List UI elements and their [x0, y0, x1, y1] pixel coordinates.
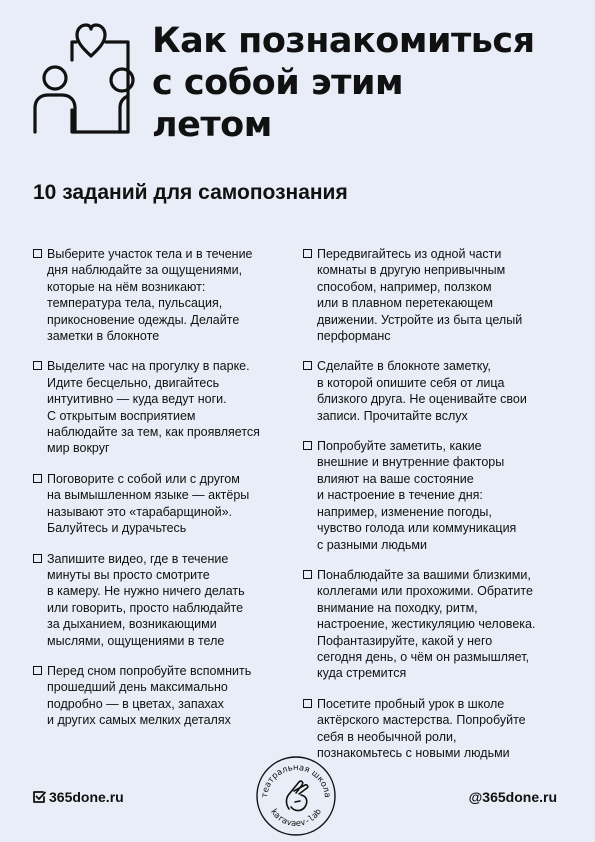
task-text-line: коллегами или прохожими. Обратите	[317, 584, 533, 599]
task-item[interactable]	[33, 551, 283, 649]
task-checkbox[interactable]	[33, 249, 42, 258]
task-text-line: прикосновение одежды. Делайте	[47, 312, 240, 327]
task-item[interactable]	[303, 567, 565, 682]
task-text-line: мир вокруг	[47, 441, 110, 456]
task-text	[317, 358, 565, 424]
task-checkbox[interactable]	[303, 570, 312, 579]
task-text	[317, 696, 565, 762]
task-text-line: и других самых мелких деталях	[47, 713, 231, 728]
task-text-line: с разными людьми	[317, 537, 427, 552]
task-text-line: Перед сном попробуйте вспомнить	[47, 663, 252, 678]
task-text-line: Сделайте в блокноте заметку,	[317, 359, 491, 374]
task-item[interactable]	[33, 358, 283, 456]
task-text	[47, 471, 283, 537]
task-text-line: настроение, жестикуляцию человека.	[317, 617, 536, 632]
task-text-line: влияют на ваше состояние	[317, 471, 474, 486]
task-text-line: называют это «тарабарщиной».	[47, 504, 232, 519]
task-checkbox[interactable]	[303, 441, 312, 450]
task-text	[317, 246, 565, 344]
task-text-line: в которой опишите себя от лица	[317, 375, 505, 390]
task-text	[317, 438, 565, 553]
task-item[interactable]	[303, 358, 565, 424]
task-text-line: минуты вы просто смотрите	[47, 567, 210, 582]
person-body-icon	[35, 95, 75, 132]
task-text-line: комнаты в другую непривычным	[317, 263, 506, 278]
site-logo[interactable]	[32, 789, 124, 805]
task-text-line: Понаблюдайте за вашими близкими,	[317, 567, 531, 582]
task-item[interactable]	[33, 471, 283, 537]
task-text-line: Посетите пробный урок в школе	[317, 696, 505, 711]
person-head-icon	[44, 67, 66, 89]
checkbox-check-icon	[32, 790, 46, 804]
task-text-line: дня наблюдайте за ощущениями,	[47, 263, 243, 278]
task-text-line: интуитивно — куда ведут ноги.	[47, 392, 227, 407]
task-text-line: внешние и внутренние факторы	[317, 455, 505, 470]
task-text	[47, 551, 283, 649]
task-text-line: записи. Прочитайте вслух	[317, 408, 468, 423]
task-text-line: движении. Устройте из быта целый	[317, 312, 523, 327]
crossed-fingers-icon	[286, 781, 307, 810]
school-stamp-logo	[255, 755, 337, 837]
task-text	[47, 246, 283, 344]
task-item[interactable]	[303, 246, 565, 344]
task-text-line: Выберите участок тела и в течение	[47, 247, 253, 261]
subtitle: 10 заданий для самопознания	[33, 181, 348, 204]
task-checkbox[interactable]	[303, 361, 312, 370]
hero-illustration-icon	[30, 20, 140, 140]
task-text	[47, 663, 283, 729]
task-text-line: перформанс	[317, 329, 391, 344]
task-text-line: или говорить, просто наблюдайте	[47, 600, 244, 615]
task-text-line: актёрского мастерства. Попробуйте	[317, 713, 526, 728]
stamp-text-bottom: karavaev-lab	[268, 807, 324, 830]
task-text-line: Попробуйте заметить, какие	[317, 439, 482, 454]
task-text-line: заметки в блокноте	[47, 329, 160, 344]
reflection-head-icon	[111, 69, 133, 91]
task-text	[47, 358, 283, 456]
task-text-line: мыслями, ощущениями в теле	[47, 633, 225, 648]
heart-icon	[77, 25, 105, 56]
task-text-line: за дыханием, возникающими	[47, 617, 217, 632]
task-item[interactable]	[33, 663, 283, 729]
task-text-line: или в плавном перетекающем	[317, 296, 493, 311]
tasks-column-right	[303, 246, 565, 775]
task-text-line: Идите бесцельно, двигайтесь	[47, 375, 220, 390]
task-checkbox[interactable]	[33, 666, 42, 675]
title-line: Как познакомиться	[152, 21, 535, 61]
task-text-line: наблюдайте за тем, как проявляется	[47, 425, 260, 440]
task-text-line: которые на нём возникают:	[47, 279, 206, 294]
task-item[interactable]	[303, 696, 565, 762]
task-text-line: куда стремится	[317, 666, 407, 681]
task-text-line: и настроение в течение дня:	[317, 488, 483, 503]
stamp-text-top: театральная школа	[259, 762, 333, 799]
title-line: с собой этим	[152, 63, 404, 103]
task-text-line: С открытым восприятием	[47, 408, 196, 423]
task-text-line: близкого друга. Не оценивайте свои	[317, 392, 527, 407]
task-text	[317, 567, 565, 682]
task-text-line: температура тела, пульсация,	[47, 296, 223, 311]
task-text-line: способом, например, ползком	[317, 279, 492, 294]
title-line: летом	[152, 105, 272, 145]
task-text-line: Выделите час на прогулку в парке.	[47, 359, 250, 374]
task-checkbox[interactable]	[33, 554, 42, 563]
task-text-line: прошедший день максимально	[47, 680, 228, 695]
task-checkbox[interactable]	[303, 249, 312, 258]
task-checkbox[interactable]	[303, 699, 312, 708]
task-text-line: сегодня день, о чём он размышляет,	[317, 649, 530, 664]
task-item[interactable]	[33, 246, 283, 344]
social-handle-link[interactable]: @365done.ru	[468, 789, 557, 805]
page-title	[152, 20, 572, 146]
task-text-line: Поговорите с собой или с другом	[47, 471, 240, 486]
task-text-line: подробно — в цветах, запахах	[47, 696, 224, 711]
task-checkbox[interactable]	[33, 474, 42, 483]
task-text-line: Запишите видео, где в течение	[47, 551, 229, 566]
task-text-line: себя в необычной роли,	[317, 729, 457, 744]
site-name: 365done.ru	[49, 789, 124, 805]
task-text-line: Пофантазируйте, какой у него	[317, 633, 493, 648]
task-text-line: в камеру. Не нужно ничего делать	[47, 584, 245, 599]
task-text-line: внимание на походку, ритм,	[317, 600, 478, 615]
task-checkbox[interactable]	[33, 361, 42, 370]
task-text-line: Балуйтесь и дурачьтесь	[47, 521, 187, 536]
task-text-line: чувство голода или коммуникация	[317, 521, 517, 536]
task-text-line: на вымышленном языке — актёры	[47, 488, 250, 503]
task-text-line: например, изменение погоды,	[317, 504, 492, 519]
tasks-column-left	[33, 246, 283, 743]
task-text-line: Передвигайтесь из одной части	[317, 247, 502, 261]
task-item[interactable]	[303, 438, 565, 553]
task-text-line: познакомьтесь с новыми людьми	[317, 745, 510, 760]
